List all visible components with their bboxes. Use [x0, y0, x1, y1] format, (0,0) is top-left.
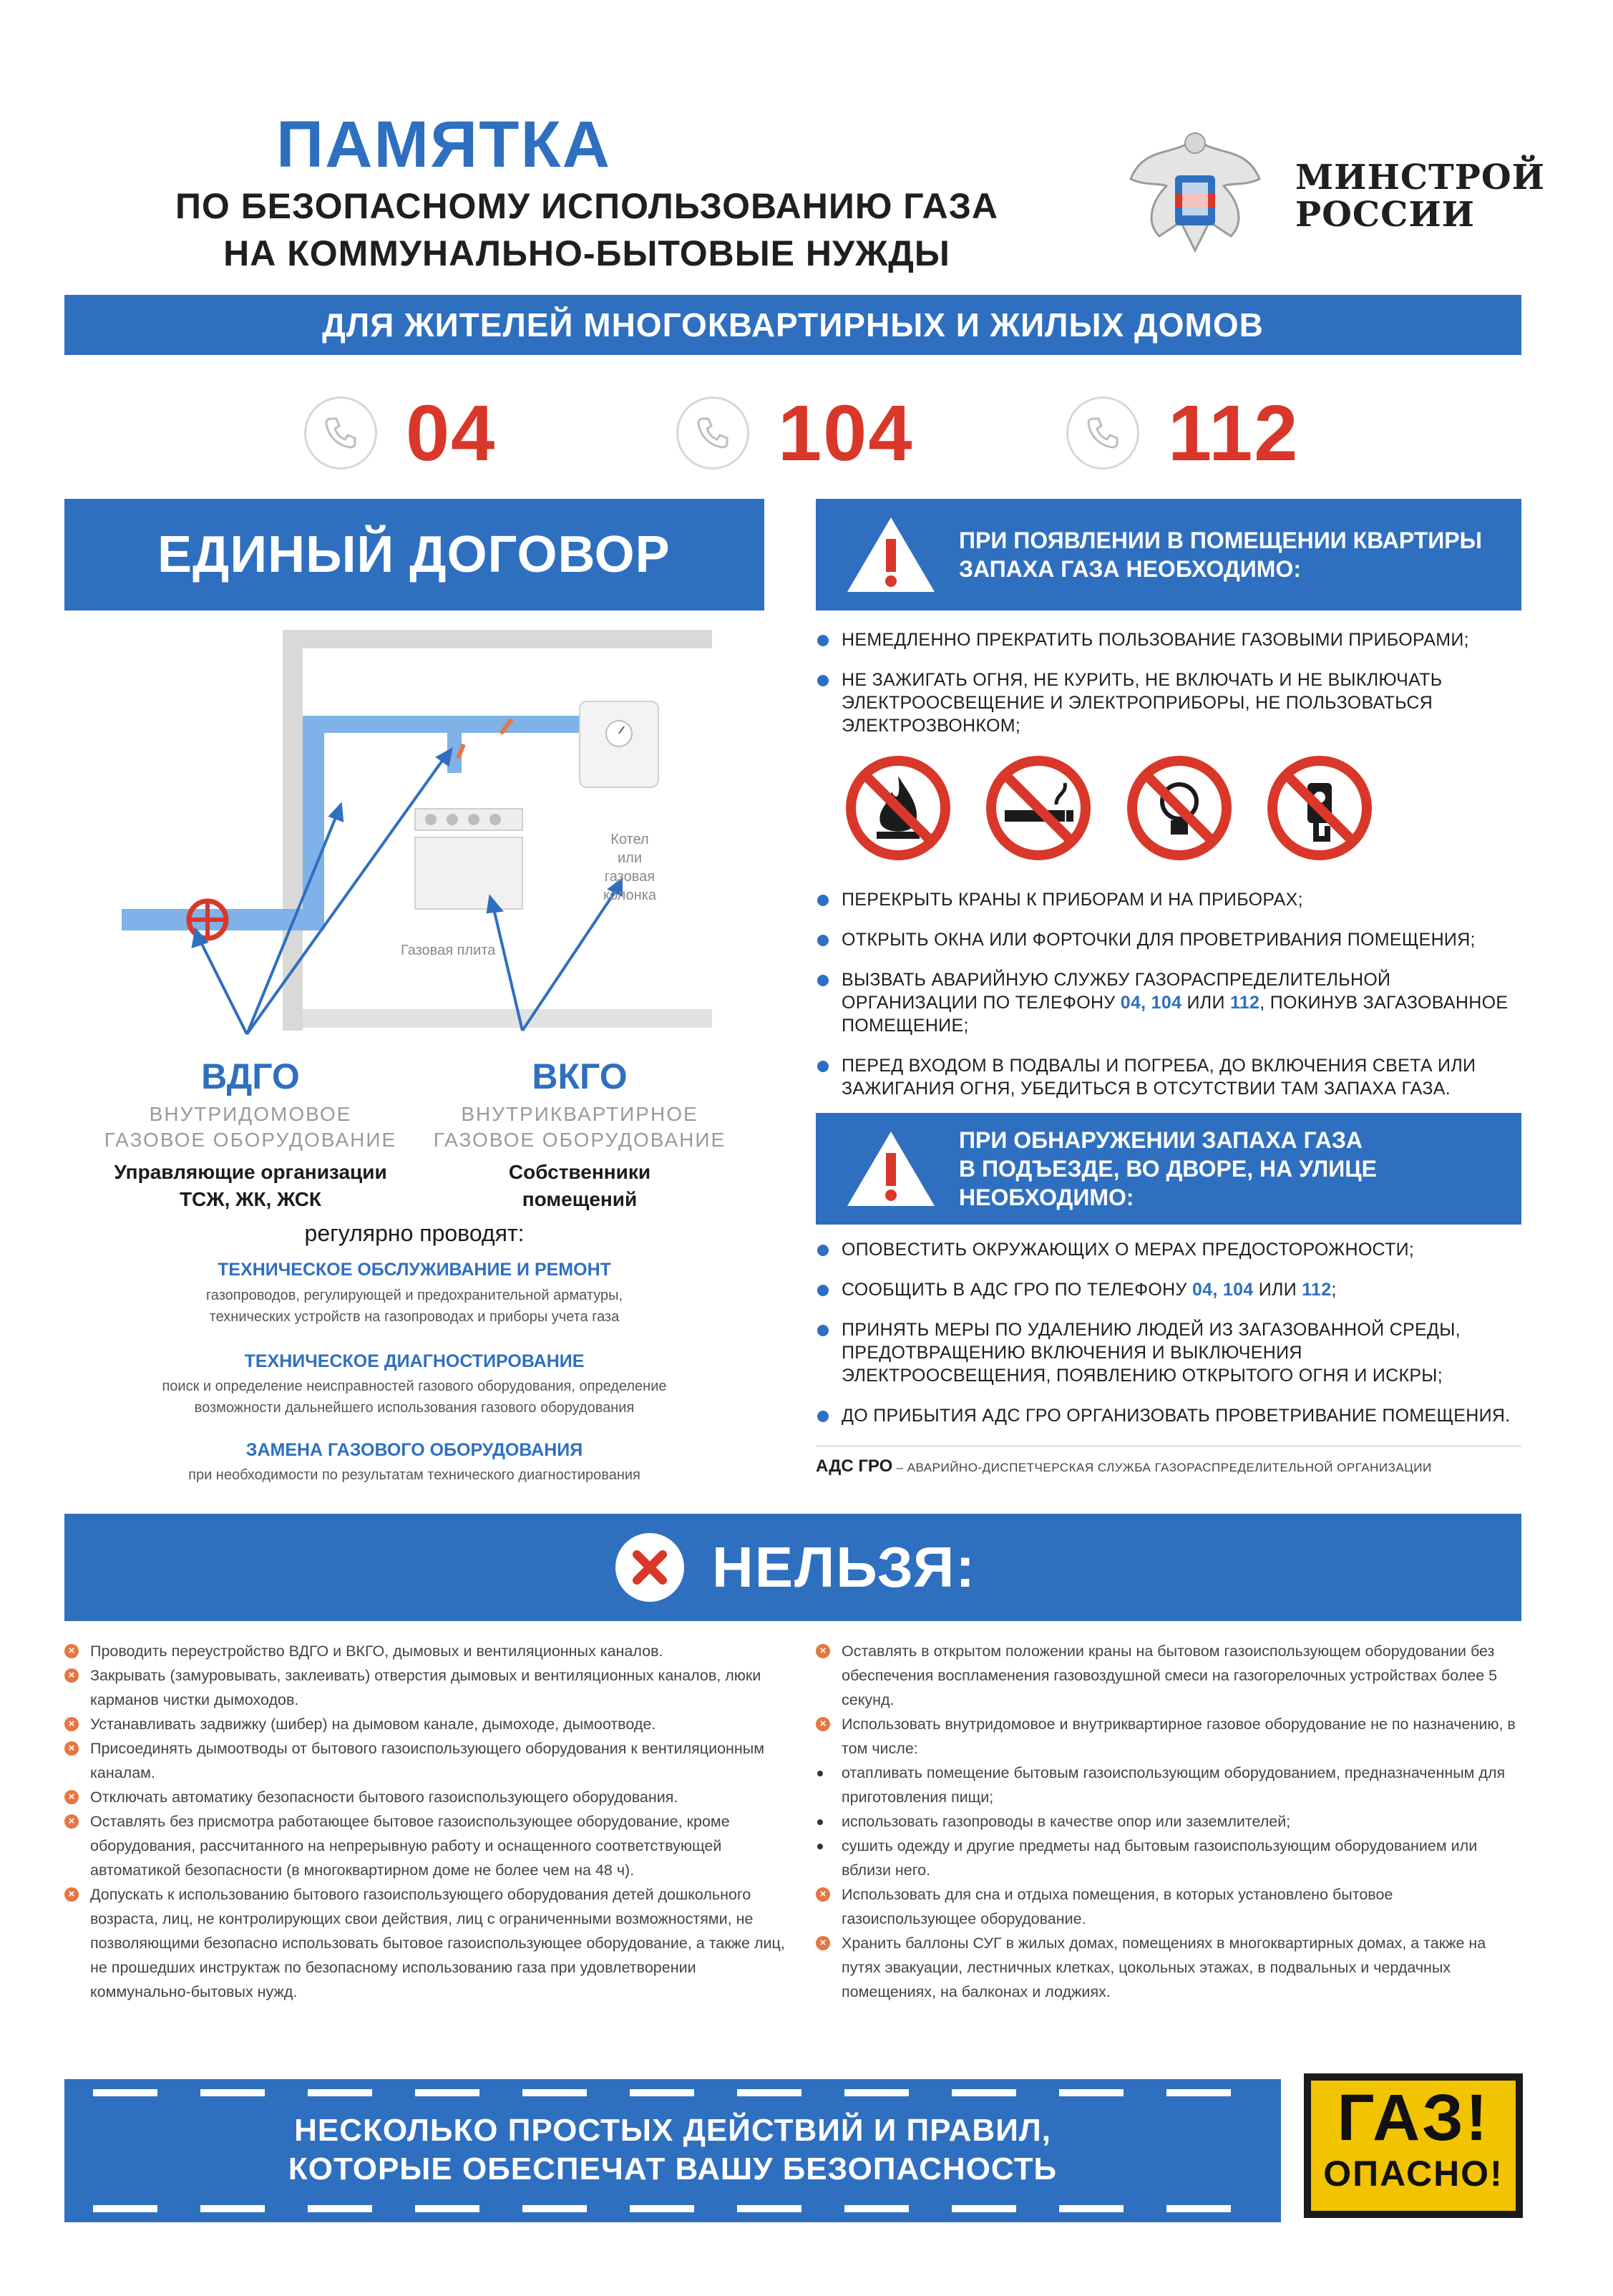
phone-104	[676, 386, 914, 480]
outside-warning-heading	[816, 1113, 1521, 1225]
sub-item: отапливать помещение бытовым газоиспользующим оборудованием, предназначенным для приготовления пищи;	[816, 1761, 1524, 1809]
gas-equipment-diagram	[122, 623, 716, 1052]
cross-icon	[615, 1533, 684, 1602]
phone-number: 104	[778, 389, 914, 477]
list-item: ПЕРЕКРЫТЬ КРАНЫ К ПРИБОРАМ И НА ПРИБОРАХ;	[816, 888, 1521, 911]
vkgo-block	[429, 1056, 730, 1213]
ban-icon: ×	[64, 1644, 79, 1658]
phone-icon	[1066, 397, 1139, 470]
list-item: × Использовать внутридомовое и внутриквартирное газовое оборудование не по назначению, в том числе:	[816, 1712, 1524, 1761]
prohibition-icons	[816, 754, 1521, 865]
list-item: × Хранить баллоны СУГ в жилых домах, помещениях в многоквартирных домах, а также на путях эвакуации, лестничных клетках, цокольных этажах, в подвальных и чердачных помещениях, на балконах и лоджиях.	[816, 1931, 1524, 2004]
outside-actions-list	[816, 1238, 1521, 1444]
list-item: ОПОВЕСТИТЬ ОКРУЖАЮЩИХ О МЕРАХ ПРЕДОСТОРОЖНОСТИ;	[816, 1238, 1521, 1261]
ban-icon: ×	[816, 1644, 830, 1658]
no-smoking-icon	[985, 754, 1092, 862]
sign-line-1: ГАЗ!	[1337, 2081, 1490, 2154]
vdgo-full-line-2: ГАЗОВОЕ ОБОРУДОВАНИЕ	[104, 1129, 397, 1151]
list-item: × Допускать к использованию бытового газоиспользующего оборудования детей дошкольного возраста, лиц, не контролирующих свои действия, лиц с ограниченными возможностями, не позволяющими безопасно использовать бытовое газоиспользующее оборудование, а также лиц, не прошедших инструктаж по безопасному использованию газа при удовлетворении коммунально-бытовых нужд.	[64, 1882, 794, 2004]
heading-line-1: ПРИ ПОЯВЛЕНИИ В ПОМЕЩЕНИИ КВАРТИРЫ	[959, 527, 1482, 553]
prohibited-list-left	[64, 1639, 794, 2004]
list-item: ВЫЗВАТЬ АВАРИЙНУЮ СЛУЖБУ ГАЗОРАСПРЕДЕЛИТЕЛЬНОЙ ОРГАНИЗАЦИИ ПО ТЕЛЕФОНУ 04, 104 ИЛИ 112, ПОКИНУВ ЗАГАЗОВАННОЕ ПОМЕЩЕНИЕ;	[816, 968, 1521, 1037]
service-description: при необходимости по результатам технического диагностирования	[188, 1467, 640, 1483]
service-title: ТЕХНИЧЕСКОЕ ОБСЛУЖИВАНИЕ И РЕМОНТ	[218, 1260, 611, 1280]
service-description: газопроводов, регулирующей и предохранительной арматуры, технических устройств на газопроводах и приборы учета газа	[205, 1288, 623, 1325]
ban-icon: ×	[64, 1814, 79, 1829]
list-item: × Закрывать (замуровывать, заклеивать) отверстия дымовых и вентиляционных каналов, люки карманов чистки дымоходов.	[64, 1663, 794, 1712]
heading-line-3: НЕОБХОДИМО:	[959, 1185, 1134, 1210]
footnote: АДС ГРО – АВАРИЙНО-ДИСПЕТЧЕРСКАЯ СЛУЖБА ГАЗОРАСПРЕДЕЛИТЕЛЬНОЙ ОРГАНИЗАЦИИ	[816, 1456, 1432, 1476]
ban-icon: ×	[816, 1887, 830, 1902]
list-item: ПЕРЕД ВХОДОМ В ПОДВАЛЫ И ПОГРЕБА, ДО ВКЛЮЧЕНИЯ СВЕТА ИЛИ ЗАЖИГАНИЯ ОГНЯ, УБЕДИТЬСЯ В ОТСУТСТВИИ ТАМ ЗАПАХА ГАЗА.	[816, 1054, 1521, 1100]
list-item: ДО ПРИБЫТИЯ АДС ГРО ОРГАНИЗОВАТЬ ПРОВЕТРИВАНИЕ ПОМЕЩЕНИЯ.	[816, 1404, 1521, 1427]
prohibited-list-right	[816, 1639, 1524, 2004]
service-title: ТЕХНИЧЕСКОЕ ДИАГНОСТИРОВАНИЕ	[244, 1351, 585, 1371]
list-item: × Использовать для сна и отдыха помещения, в которых установлено бытовое газоиспользующее оборудование.	[816, 1882, 1524, 1931]
ban-icon: ×	[64, 1790, 79, 1804]
ministry-line-2: РОССИИ	[1295, 195, 1476, 235]
prohibited-heading: НЕЛЬЗЯ:	[712, 1535, 977, 1599]
phone-04	[304, 386, 496, 480]
warning-icon	[844, 1129, 937, 1209]
vkgo-org-line-1: Собственники	[508, 1161, 651, 1183]
page-title: ПАМЯТКА	[276, 108, 612, 181]
heading-line-2: В ПОДЪЕЗДЕ, ВО ДВОРЕ, НА УЛИЦЕ	[959, 1156, 1377, 1182]
sign-line-2: ОПАСНО!	[1323, 2154, 1504, 2194]
ministry-emblem-icon	[1116, 115, 1274, 272]
vkgo-abbr: ВКГО	[532, 1056, 628, 1096]
no-doorbell-icon	[1266, 754, 1373, 862]
vdgo-org-line-2: ТСЖ, ЖК, ЖСК	[179, 1188, 322, 1210]
list-item: × Оставлять в открытом положении краны на бытовом газоиспользующем оборудовании без обеспечения воспламенения газовоздушной смеси на газогорелочных устройствах более 5 секунд.	[816, 1639, 1524, 1712]
regularly-text: регулярно проводят:	[304, 1220, 525, 1246]
page-subtitle	[114, 183, 1059, 277]
heading-line-1: ПРИ ОБНАРУЖЕНИИ ЗАПАХА ГАЗА	[959, 1127, 1363, 1153]
apartment-warning-heading	[816, 499, 1521, 611]
ban-icon: ×	[816, 1717, 830, 1731]
vdgo-org-line-1: Управляющие организации	[114, 1161, 387, 1183]
list-item: НЕМЕДЛЕННО ПРЕКРАТИТЬ ПОЛЬЗОВАНИЕ ГАЗОВЫМИ ПРИБОРАМИ;	[816, 628, 1521, 651]
warning-icon	[844, 515, 937, 595]
list-item: × Проводить переустройство ВДГО и ВКГО, дымовых и вентиляционных каналов.	[64, 1639, 794, 1663]
audience-banner: ДЛЯ ЖИТЕЛЕЙ МНОГОКВАРТИРНЫХ И ЖИЛЫХ ДОМОВ	[64, 295, 1521, 355]
gas-danger-sign	[1304, 2073, 1523, 2218]
vkgo-full-line-1: ВНУТРИКВАРТИРНОЕ	[461, 1103, 698, 1125]
sub-item: сушить одежду и другие предметы над бытовым газоиспользующим оборудованием или вблизи него.	[816, 1834, 1524, 1882]
list-item: ПРИНЯТЬ МЕРЫ ПО УДАЛЕНИЮ ЛЮДЕЙ ИЗ ЗАГАЗОВАННОЙ СРЕДЫ, ПРЕДОТВРАЩЕНИЮ ВКЛЮЧЕНИЯ И ВЫКЛЮЧЕНИЯ ЭЛЕКТРООСВЕЩЕНИЯ, ПОЯВЛЕНИЮ ОТКРЫТОГО ОГНЯ И ИСКРЫ;	[816, 1318, 1486, 1387]
ban-icon: ×	[64, 1887, 79, 1902]
ban-icon: ×	[64, 1741, 79, 1756]
no-fire-icon	[844, 754, 952, 862]
ministry-line-1: МИНСТРОЙ	[1295, 157, 1546, 198]
ministry-name	[1295, 159, 1545, 233]
vdgo-full-line-1: ВНУТРИДОМОВОЕ	[149, 1103, 352, 1125]
contract-heading: ЕДИНЫЙ ДОГОВОР	[64, 499, 764, 611]
heading-line-2: ЗАПАХА ГАЗА НЕОБХОДИМО:	[959, 556, 1301, 582]
footer-line-2: КОТОРЫЕ ОБЕСПЕЧАТ ВАШУ БЕЗОПАСНОСТЬ	[288, 2151, 1058, 2186]
list-item: × Устанавливать задвижку (шибер) на дымовом канале, дымоходе, дымоотводе.	[64, 1712, 794, 1736]
boiler-label: Котел или газовая колонка	[603, 832, 657, 903]
footer-line-1: НЕСКОЛЬКО ПРОСТЫХ ДЕЙСТВИЙ И ПРАВИЛ,	[294, 2113, 1051, 2148]
list-item: × Отключать автоматику безопасности бытового газоиспользующего оборудования.	[64, 1785, 794, 1809]
list-item: ОТКРЫТЬ ОКНА ИЛИ ФОРТОЧКИ ДЛЯ ПРОВЕТРИВАНИЯ ПОМЕЩЕНИЯ;	[816, 928, 1521, 951]
apartment-actions-list	[816, 628, 1521, 1117]
stove-label: Газовая плита	[401, 943, 496, 958]
service-title: ЗАМЕНА ГАЗОВОГО ОБОРУДОВАНИЯ	[245, 1440, 583, 1460]
ban-icon: ×	[816, 1936, 830, 1950]
phone-icon	[676, 397, 749, 470]
vkgo-org-line-2: помещений	[522, 1188, 638, 1210]
subtitle-line-1: ПО БЕЗОПАСНОМУ ИСПОЛЬЗОВАНИЮ ГАЗА	[175, 186, 999, 226]
list-item: × Присоединять дымоотводы от бытового газоиспользующего оборудования к вентиляционным каналам.	[64, 1736, 794, 1785]
phone-icon	[304, 397, 377, 470]
phone-112	[1066, 386, 1299, 480]
list-item: × Оставлять без присмотра работающее бытовое газоиспользующее оборудование, кроме оборудования, рассчитанного на непрерывную работу и оснащенного соответствующей автоматикой безопасности (в многоквартирном доме не более чем на 48 ч).	[64, 1809, 794, 1882]
subtitle-line-2: НА КОММУНАЛЬНО-БЫТОВЫЕ НУЖДЫ	[223, 233, 950, 273]
list-item: НЕ ЗАЖИГАТЬ ОГНЯ, НЕ КУРИТЬ, НЕ ВКЛЮЧАТЬ И НЕ ВЫКЛЮЧАТЬ ЭЛЕКТРООСВЕЩЕНИЕ И ЭЛЕКТРОПРИБОРЫ, НЕ ПОЛЬЗОВАТЬСЯ ЭЛЕКТРОЗВОНКОМ;	[816, 668, 1500, 737]
vdgo-abbr: ВДГО	[201, 1056, 300, 1096]
phone-number: 04	[406, 389, 497, 477]
phone-number: 112	[1168, 389, 1300, 477]
service-description: поиск и определение неисправностей газового оборудования, определение возможности дальнейшего использования газового оборудования	[162, 1378, 667, 1416]
no-light-icon	[1126, 754, 1233, 862]
ban-icon: ×	[64, 1717, 79, 1731]
list-item: СООБЩИТЬ В АДС ГРО ПО ТЕЛЕФОНУ 04, 104 ИЛИ 112;	[816, 1278, 1521, 1301]
ban-icon: ×	[64, 1668, 79, 1683]
sub-item: использовать газопроводы в качестве опор или заземлителей;	[816, 1809, 1524, 1834]
vkgo-full-line-2: ГАЗОВОЕ ОБОРУДОВАНИЕ	[433, 1129, 726, 1151]
footer-text	[64, 2111, 1281, 2189]
vdgo-block	[100, 1056, 401, 1213]
